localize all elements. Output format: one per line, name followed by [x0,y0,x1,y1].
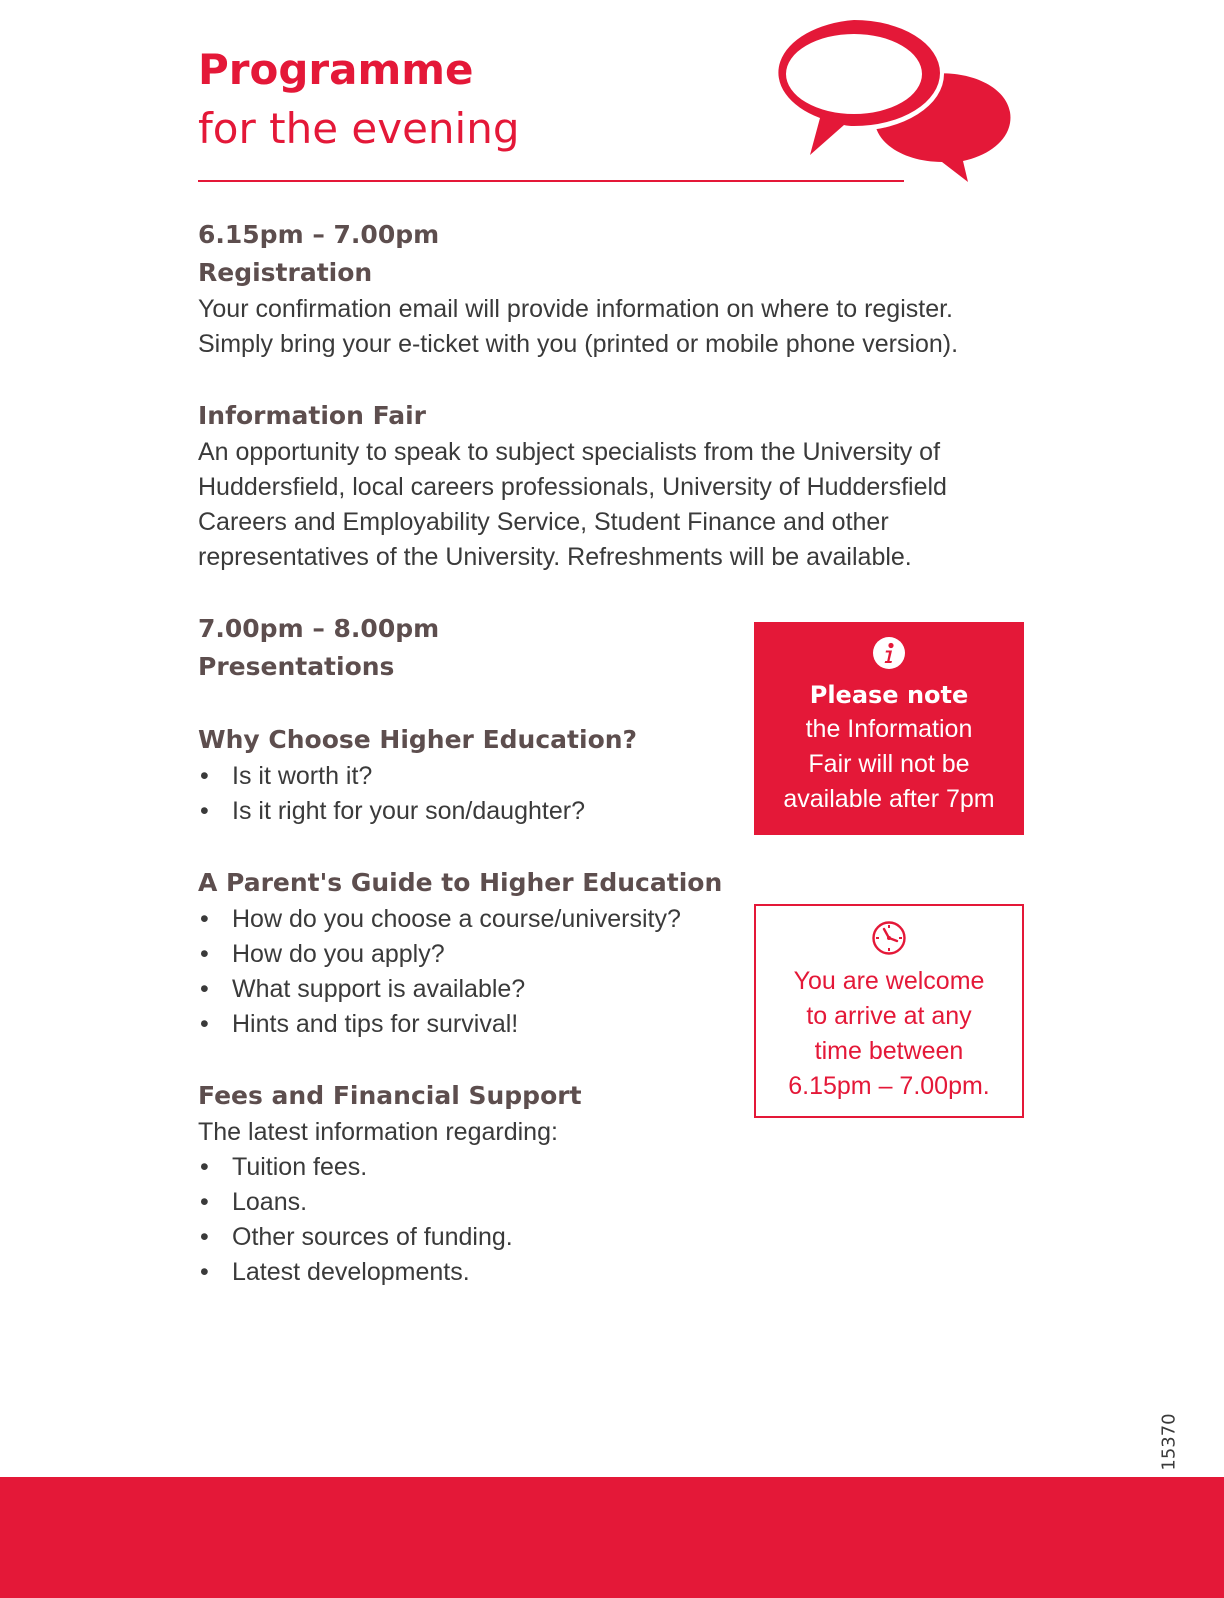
info-fair-heading: Information Fair [198,401,426,430]
list-item: • Loans. [198,1185,1038,1220]
presentations-time: 7.00pm – 8.00pm [198,614,440,643]
list-item: • Latest developments. [198,1255,1038,1290]
front-bubble-outline [764,17,944,131]
please-note-box [754,622,1024,835]
welcome-line: to arrive at any [806,1002,972,1030]
note-title: Please note [809,681,969,709]
list-item: • Other sources of funding. [198,1220,1038,1255]
registration-time: 6.15pm – 7.00pm [198,220,440,249]
fees-heading: Fees and Financial Support [198,1081,582,1110]
why-choose-heading: Why Choose Higher Education? [198,725,638,754]
page-title: Programme [198,45,474,94]
clock-icon [871,920,907,956]
registration-line: Your confirmation email will provide information on where to register. [198,295,953,323]
presentations-heading: Presentations [198,652,395,681]
registration-heading: Registration [198,258,373,287]
document-code-text: 15370 [1158,1413,1180,1471]
info-fair-line: An opportunity to speak to subject specialists from the University of [198,438,941,466]
footer-bar [0,1477,1224,1598]
speech-bubbles-icon [760,12,1030,187]
welcome-line: time between [814,1037,964,1065]
welcome-box [754,904,1024,1118]
spacer [198,575,1038,610]
note-line: the Information [805,715,973,743]
info-fair-line: representatives of the University. Refreshments will be available. [198,543,912,571]
document-code [1156,1394,1182,1490]
info-fair-line: Huddersfield, local careers professionals, University of Huddersfield [198,473,947,501]
list-item: • Hints and tips for survival! [198,1007,1038,1042]
info-icon [872,636,906,670]
note-line: available after 7pm [783,785,995,813]
info-fair-line: Careers and Employability Service, Student Finance and other [198,508,889,536]
fees-list [198,1150,1038,1290]
list-item: • What support is available? [198,972,1038,1007]
registration-line: Simply bring your e-ticket with you (printed or mobile phone version). [198,330,959,358]
page-subtitle: for the evening [198,104,520,153]
parents-guide-heading: A Parent's Guide to Higher Education [198,868,723,897]
spacer [198,362,1038,397]
list-item: • Tuition fees. [198,1150,1038,1185]
list-item: • How do you apply? [198,937,1038,972]
note-line: Fair will not be [808,750,970,778]
list-item: • Is it worth it? [198,759,1038,794]
welcome-line: You are welcome [793,967,985,995]
welcome-line: 6.15pm – 7.00pm. [788,1072,990,1100]
fees-intro: The latest information regarding: [198,1118,558,1146]
list-item: • Is it right for your son/daughter? [198,794,1038,829]
list-item: • How do you choose a course/university? [198,902,1038,937]
